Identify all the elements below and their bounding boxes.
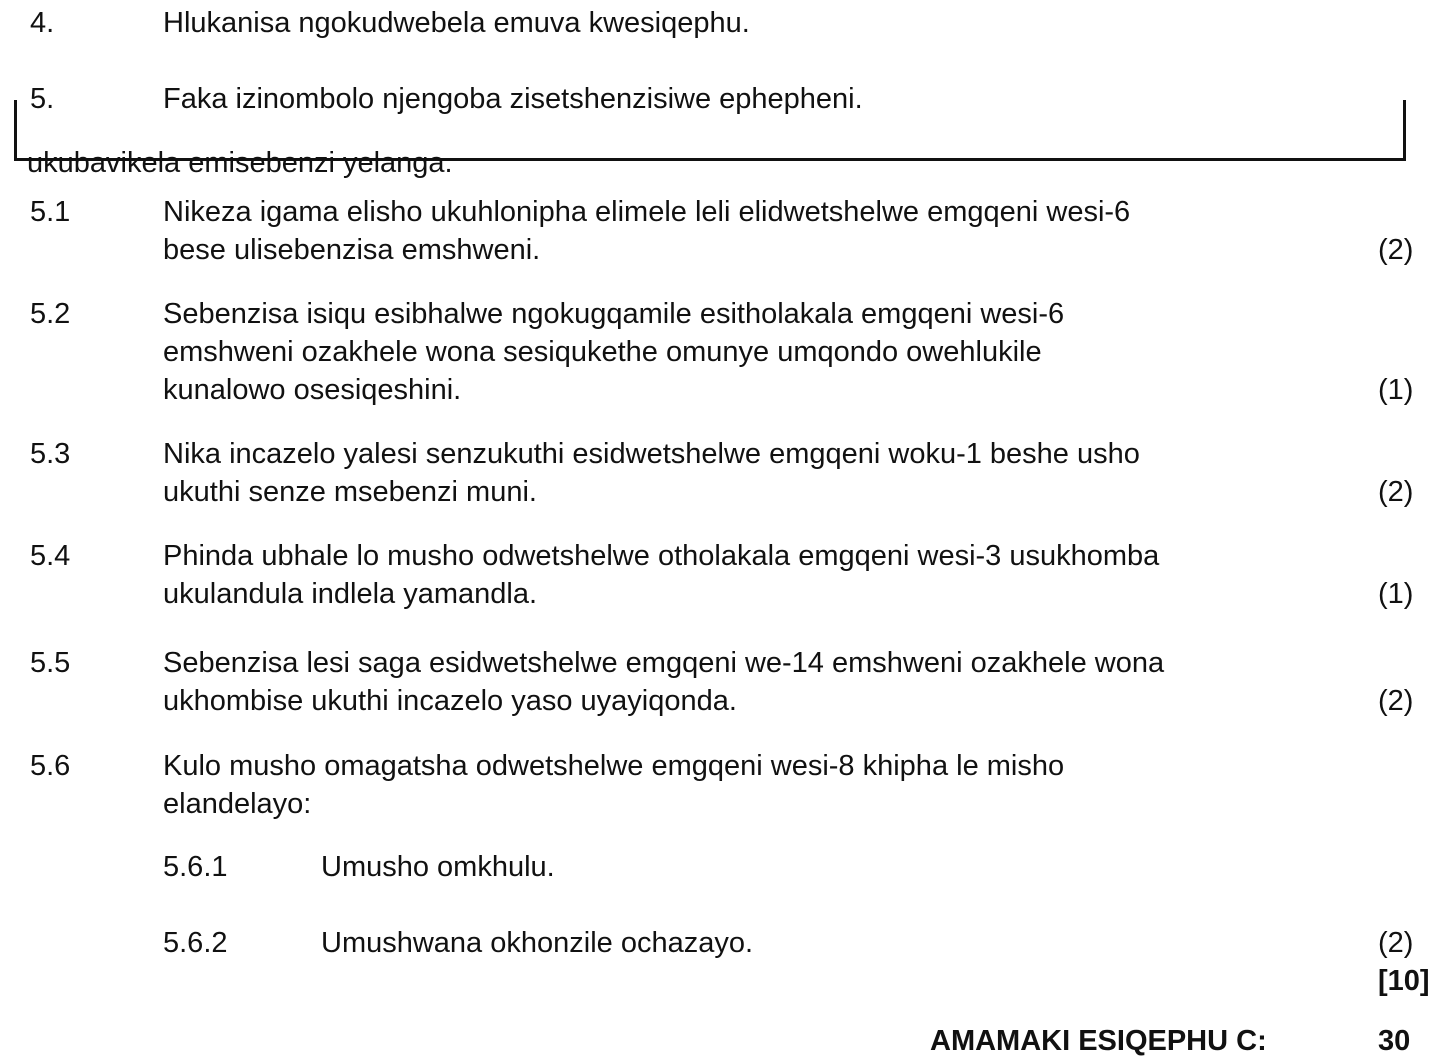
- question-number: 5.6: [30, 750, 71, 782]
- question-text: Phinda ubhale lo musho odwetshelwe otholakala emgqeni wesi-3 usukhomba ukulandula indlela yamandla.: [163, 540, 1160, 610]
- question-text: Nika incazelo yalesi senzukuthi esidwetshelwe emgqeni woku-1 beshe usho ukuthi senze msebenzi muni.: [163, 438, 1140, 508]
- question-text: Sebenzisa lesi saga esidwetshelwe emgqeni we-14 emshweni ozakhele wona ukhombise ukuthi incazelo yaso uyayiqonda.: [163, 647, 1165, 717]
- subquestion-number: 5.6.2: [163, 927, 228, 959]
- footer-label: AMAMAKI ESIQEPHU C:: [930, 1025, 1267, 1057]
- question-text: Nikeza igama elisho ukuhlonipha elimele leli elidwetshelwe emgqeni wesi-6 bese ulisebenzisa emshweni.: [163, 196, 1131, 266]
- instruction-number: 4.: [30, 7, 55, 39]
- instruction-text: Hlukanisa ngokudwebela emuva kwesiqephu.: [163, 7, 750, 39]
- subquestion-text: Umusho omkhulu.: [321, 851, 555, 883]
- question-mark: (1): [1378, 374, 1414, 406]
- question-number: 5.4: [30, 540, 71, 572]
- question-number: 5.3: [30, 438, 71, 470]
- question-number: 5.5: [30, 647, 71, 679]
- question-mark: (2): [1378, 927, 1414, 959]
- question-mark: (1): [1378, 578, 1414, 610]
- section-total: [10]: [1378, 965, 1430, 997]
- instruction-number: 5.: [30, 83, 55, 115]
- question-number: 5.1: [30, 196, 71, 228]
- subquestion-text: Umushwana okhonzile ochazayo.: [321, 927, 754, 959]
- passage-box: [14, 100, 1406, 179]
- passage-fragment: ukubavikela emisebenzi yelanga.: [27, 147, 453, 179]
- subquestion-number: 5.6.1: [163, 851, 228, 883]
- question-mark: (2): [1378, 685, 1414, 717]
- instruction-text: Faka izinombolo njengoba zisetshenzisiwe ephepheni.: [163, 83, 863, 115]
- question-mark: (2): [1378, 234, 1414, 266]
- question-number: 5.2: [30, 298, 71, 330]
- question-mark: (2): [1378, 476, 1414, 508]
- question-text: Kulo musho omagatsha odwetshelwe emgqeni wesi-8 khipha le misho elandelayo:: [163, 750, 1065, 820]
- question-text: Sebenzisa isiqu esibhalwe ngokugqamile esitholakala emgqeni wesi-6 emshweni ozakhele wona sesiqukethe omunye umqondo owehlukile kunalowo osesiqeshini.: [163, 298, 1065, 406]
- footer-value: 30: [1378, 1025, 1411, 1057]
